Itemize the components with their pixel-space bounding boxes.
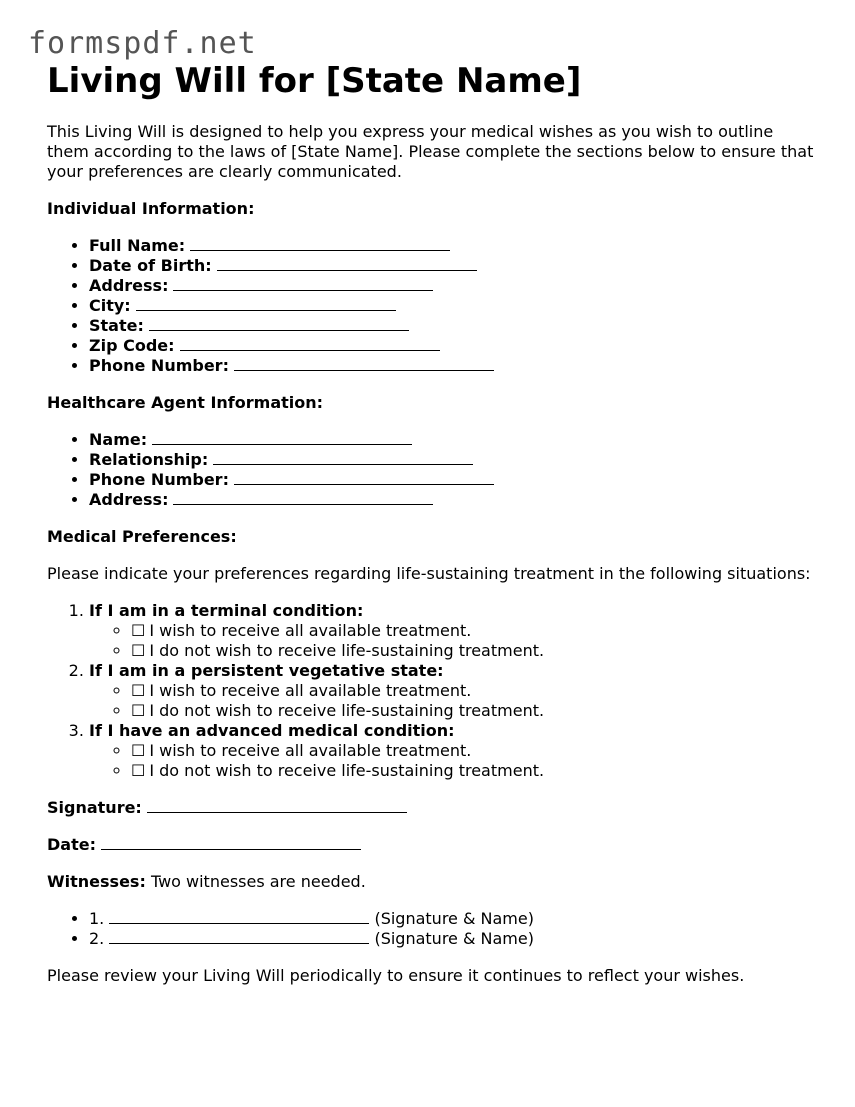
- checkbox[interactable]: ☐: [131, 621, 146, 640]
- checkbox[interactable]: ☐: [131, 761, 146, 780]
- document-page: [47, 58, 817, 986]
- agent-heading: Healthcare Agent Information:: [47, 393, 324, 412]
- condition-item: [89, 661, 817, 721]
- witnesses-label: Witnesses:: [47, 872, 146, 891]
- signature-row: [47, 798, 817, 818]
- field-item: [89, 336, 817, 356]
- field-item: [89, 276, 817, 296]
- blank-line[interactable]: [152, 430, 412, 445]
- field-item: [89, 450, 817, 470]
- blank-line[interactable]: [173, 490, 433, 505]
- condition-label: If I am in a terminal condition:: [89, 601, 364, 620]
- option-item: [131, 761, 817, 781]
- date-line[interactable]: [101, 835, 361, 850]
- option-item: [131, 681, 817, 701]
- checkbox[interactable]: ☐: [131, 701, 146, 720]
- field-label: Phone Number:: [89, 356, 229, 375]
- individual-heading: Individual Information:: [47, 199, 255, 218]
- field-item: [89, 490, 817, 510]
- blank-line[interactable]: [213, 450, 473, 465]
- option-text: I wish to receive all available treatment.: [149, 621, 472, 640]
- blank-line[interactable]: [234, 356, 494, 371]
- medical-heading: Medical Preferences:: [47, 527, 237, 546]
- field-item: [89, 316, 817, 336]
- checkbox[interactable]: ☐: [131, 681, 146, 700]
- field-item: [89, 296, 817, 316]
- blank-line[interactable]: [180, 336, 440, 351]
- blank-line[interactable]: [234, 470, 494, 485]
- witness-line[interactable]: [109, 909, 369, 924]
- option-item: [131, 741, 817, 761]
- witnesses-text: Two witnesses are needed.: [150, 872, 366, 891]
- medical-instruction: Please indicate your preferences regarding life-sustaining treatment in the following situations:: [47, 564, 811, 583]
- blank-line[interactable]: [173, 276, 433, 291]
- option-item: [131, 621, 817, 641]
- signature-label: Signature:: [47, 798, 142, 817]
- option-list: [89, 741, 817, 781]
- witness-line[interactable]: [109, 929, 369, 944]
- witness-item: [89, 909, 817, 929]
- field-label: Date of Birth:: [89, 256, 212, 275]
- intro-paragraph: This Living Will is designed to help you express your medical wishes as you wish to outline them according to the laws of [State Name]. Please complete the sections below to ensure that your preferences are clearly communicated.: [47, 122, 814, 181]
- witness-number: 1.: [89, 909, 105, 928]
- blank-line[interactable]: [190, 236, 450, 251]
- field-label: State:: [89, 316, 144, 335]
- date-row: [47, 835, 817, 855]
- condition-item: [89, 721, 817, 781]
- field-label: Full Name:: [89, 236, 186, 255]
- page-title: Living Will for [State Name]: [47, 61, 582, 101]
- field-label: City:: [89, 296, 131, 315]
- option-list: [89, 681, 817, 721]
- blank-line[interactable]: [217, 256, 477, 271]
- option-item: [131, 641, 817, 661]
- field-item: [89, 236, 817, 256]
- blank-line[interactable]: [136, 296, 396, 311]
- field-label: Relationship:: [89, 450, 209, 469]
- condition-label: If I have an advanced medical condition:: [89, 721, 455, 740]
- blank-line[interactable]: [149, 316, 409, 331]
- agent-fields: [47, 430, 817, 510]
- witness-caption: (Signature & Name): [374, 929, 534, 948]
- field-label: Phone Number:: [89, 470, 229, 489]
- condition-list: [47, 601, 817, 781]
- option-text: I wish to receive all available treatment.: [149, 741, 472, 760]
- witness-list: [47, 909, 817, 949]
- field-item: [89, 430, 817, 450]
- option-text: I do not wish to receive life-sustaining treatment.: [149, 641, 545, 660]
- option-list: [89, 621, 817, 661]
- signature-line[interactable]: [147, 798, 407, 813]
- option-text: I do not wish to receive life-sustaining treatment.: [149, 761, 545, 780]
- witness-item: [89, 929, 817, 949]
- field-label: Address:: [89, 490, 169, 509]
- option-item: [131, 701, 817, 721]
- witness-number: 2.: [89, 929, 105, 948]
- witness-caption: (Signature & Name): [374, 909, 534, 928]
- closing-paragraph: Please review your Living Will periodically to ensure it continues to reflect your wishes.: [47, 966, 745, 985]
- condition-label: If I am in a persistent vegetative state:: [89, 661, 444, 680]
- checkbox[interactable]: ☐: [131, 641, 146, 660]
- individual-fields: [47, 236, 817, 376]
- option-text: I wish to receive all available treatment.: [149, 681, 472, 700]
- condition-item: [89, 601, 817, 661]
- field-item: [89, 356, 817, 376]
- date-label: Date:: [47, 835, 96, 854]
- field-label: Name:: [89, 430, 148, 449]
- field-item: [89, 470, 817, 490]
- checkbox[interactable]: ☐: [131, 741, 146, 760]
- option-text: I do not wish to receive life-sustaining treatment.: [149, 701, 545, 720]
- field-label: Zip Code:: [89, 336, 175, 355]
- watermark: formspdf.net: [28, 26, 257, 61]
- witnesses-row: [47, 872, 817, 892]
- field-item: [89, 256, 817, 276]
- field-label: Address:: [89, 276, 169, 295]
